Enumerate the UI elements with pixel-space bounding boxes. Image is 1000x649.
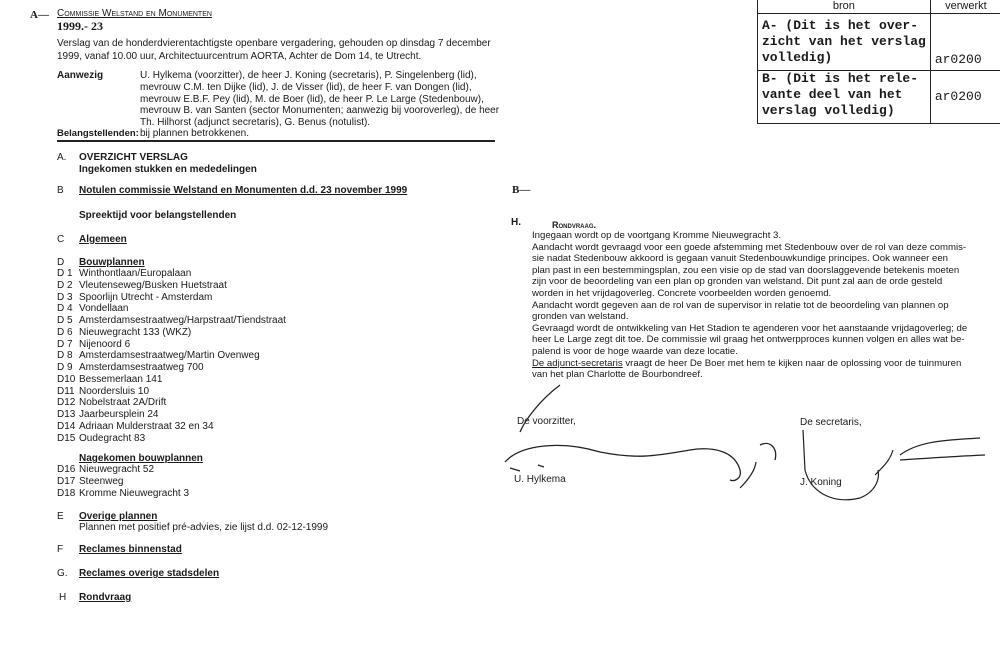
- excerpt-letter: H.: [511, 217, 521, 228]
- agenda-title-e: Overige plannen: [79, 511, 158, 522]
- agenda-letter: F: [57, 544, 64, 555]
- secretary-name: J. Koning: [800, 477, 842, 488]
- agenda-title-f: Reclames binnenstad: [79, 544, 182, 555]
- adjunct-secretary: De adjunct-secretaris: [532, 357, 623, 369]
- marker-a: A—: [30, 9, 49, 21]
- excerpt-line: van het plan Charlotte de Bourbondreef.: [532, 369, 703, 381]
- plan-name: Amsterdamsestraatweg 700: [79, 362, 204, 373]
- present-line: mevrouw C.M. ten Dijke (lid), J. de Visser (lid), de heer F. van Dongen (lid),: [140, 81, 472, 93]
- excerpt-line: heer Le Large zegt dit toe. De commissie wil graag het ontwerpproces kunnen volgen en alles wat be-: [532, 334, 965, 346]
- plan-code: D 5: [57, 315, 73, 326]
- agenda-letter: A.: [57, 152, 67, 163]
- intro-line: 1999, vanaf 10.00 uur, Architectuurcentrum AORTA, Achter de Dom 14, te Utrecht.: [57, 51, 422, 62]
- plan-code: D10: [57, 373, 76, 385]
- plan-name: Bessemerlaan 141: [79, 373, 163, 385]
- plan-name: Noordersluis 10: [79, 385, 150, 397]
- agenda-title-h: Rondvraag: [79, 592, 132, 603]
- present-label: Aanwezig: [57, 70, 104, 81]
- plan-code: D17: [57, 475, 76, 487]
- bron-cell: A- (Dit is het over- zicht van het verslag volledig): [758, 14, 931, 71]
- present-line: mevrouw E.B.F. Pey (lid), M. de Boer (lid), de heer P. Le Large (Stedenbouw),: [140, 93, 484, 105]
- agenda-title-b: Notulen commissie Welstand en Monumenten d.d. 23 november 1999: [79, 185, 408, 196]
- plan-code: D12: [57, 397, 76, 409]
- plan-code: D 6: [57, 326, 73, 338]
- plan-code: D 2: [57, 279, 73, 291]
- plan-code: D 1: [57, 268, 73, 279]
- excerpt-line: Aandacht wordt gevraagd voor een goede afstemming met Stedenbouw over de rol van deze commis-: [532, 241, 967, 253]
- plan-name: Jaarbeursplein 24: [79, 409, 159, 420]
- agenda-letter: C: [57, 234, 65, 245]
- plan-name: Spoorlijn Utrecht - Amsterdam: [79, 291, 213, 303]
- excerpt-line: plan past in een bestemmingsplan, zou een visie op de stad van doorslaggevende betekenis moeten: [532, 264, 960, 276]
- excerpt-line: worden in het vrijdagoverleg. Concrete voorbeelden worden genoemd.: [532, 287, 832, 299]
- agenda-sub-b: Spreektijd voor belangstellenden: [79, 210, 237, 221]
- excerpt-line: sie nadat Stedenbouw akkoord is gegaan vanuit Stedenbouwkundige principes. Ook wanneer een: [532, 253, 949, 265]
- plan-name: Adriaan Mulderstraat 32 en 34: [79, 420, 214, 432]
- chair-label: De voorzitter,: [517, 416, 576, 427]
- plan-name: Amsterdamsestraatweg/Harpstraat/Tiendstraat: [79, 315, 286, 326]
- plan-name: Nijenoord 6: [79, 338, 131, 350]
- present-line: mevrouw B. van Santen (sector Monumenten; aanwezig bij vooroverleg), de heer: [140, 105, 500, 117]
- plan-code: D16: [57, 464, 76, 475]
- plan-name: Nieuwegracht 52: [79, 464, 155, 475]
- header-bron: bron: [758, 0, 931, 14]
- excerpt-line: Ingegaan wordt op de voortgang Kromme Nieuwegracht 3.: [532, 230, 782, 241]
- verwerkt-cell: ar0200: [930, 71, 1000, 124]
- plan-name: Nieuwegracht 133 (WKZ): [79, 326, 192, 338]
- excerpt-line: Gevraagd wordt de ontwikkeling van Het Stadion te agenderen voor het aanstaande vrijdagoverleg; de: [532, 322, 968, 334]
- present-line: Th. Hilhorst (adjunct secretaris), G. Benus (notulist).: [140, 117, 371, 129]
- plan-code: D 4: [57, 303, 73, 315]
- plan-name: Steenweg: [79, 475, 124, 487]
- plan-code: D18: [57, 487, 76, 499]
- chair-signature: [505, 385, 776, 481]
- header-verwerkt: verwerkt: [930, 0, 1000, 14]
- excerpt-line: vraagt de heer De Boer met hem te kijken naar de oplossing voor de tuinmuren: [622, 357, 962, 369]
- plan-code: D11: [57, 385, 75, 397]
- excerpt-line: gronden van welstand.: [532, 311, 629, 323]
- chair-name: U. Hylkema: [514, 474, 566, 485]
- report-number: 1999.- 23: [57, 19, 103, 33]
- agenda-letter: E: [57, 511, 64, 522]
- plan-name: Kromme Nieuwegracht 3: [79, 487, 190, 499]
- secretary-label: De secretaris,: [800, 417, 862, 428]
- agenda-letter: B: [57, 185, 64, 196]
- agenda-title-c: Algemeen: [79, 234, 127, 245]
- present-line: U. Hylkema (voorzitter), de heer J. Koning (secretaris), P. Singelenberg (lid),: [140, 70, 477, 81]
- secretary-signature: [803, 430, 985, 500]
- plan-name: Vleutenseweg/Busken Huetstraat: [79, 279, 227, 291]
- excerpt-line: zijn voor de beoordeling van een plan op gronden van welstand. Dit punt zal aan de orde gesteld: [532, 276, 943, 288]
- plan-code: D15: [57, 432, 76, 444]
- plan-code: D 3: [57, 291, 73, 303]
- plan-code: D13: [57, 409, 76, 420]
- agenda-letter: H: [59, 592, 67, 603]
- excerpt-line: Aandacht wordt gegeven aan de rol van de supervisor in relatie tot de beoordeling van plannen op: [532, 299, 949, 311]
- verwerkt-cell: ar0200: [930, 14, 1000, 71]
- agenda-title-a: OVERZICHT VERSLAG: [79, 152, 188, 163]
- stakeholders-label: Belangstellenden:: [57, 128, 139, 139]
- excerpt-title: Rondvraag.: [552, 220, 597, 230]
- late-plans-title: Nagekomen bouwplannen: [79, 453, 203, 464]
- signature-strokes: [510, 462, 756, 488]
- intro-line: Verslag van de honderdvierentachtigste openbare vergadering, gehouden op dinsdag 7 december: [57, 38, 491, 49]
- excerpt-line: palend is voor de hoge waarde van deze locatie.: [532, 345, 738, 357]
- plan-name: Amsterdamsestraatweg/Martin Ovenweg: [79, 350, 260, 362]
- plan-name: Winthontlaan/Europalaan: [79, 268, 192, 279]
- bron-cell: B- (Dit is het rele- vante deel van het verslag volledig): [758, 71, 931, 124]
- agenda-sub-e: Plannen met positief pré-advies, zie lijst d.d. 02-12-1999: [79, 522, 329, 533]
- plan-code: D14: [57, 420, 76, 432]
- marker-b: B—: [512, 184, 531, 196]
- agenda-title-g: Reclames overige stadsdelen: [79, 568, 220, 579]
- agenda-letter: D: [57, 257, 65, 268]
- plan-code: D 9: [57, 362, 73, 373]
- plan-name: Vondellaan: [79, 303, 129, 315]
- agenda-title-d: Bouwplannen: [79, 257, 145, 268]
- org-title: Commissie Welstand en Monumenten: [57, 8, 212, 19]
- plan-name: Nobelstraat 2A/Drift: [79, 397, 167, 409]
- plan-code: D 8: [57, 350, 73, 362]
- agenda-sub-a: Ingekomen stukken en mededelingen: [79, 164, 257, 175]
- plan-name: Oudegracht 83: [79, 432, 146, 444]
- agenda-letter: G.: [57, 568, 68, 579]
- plan-code: D 7: [57, 338, 73, 350]
- stakeholders-text: bij plannen betrokkenen.: [140, 128, 249, 139]
